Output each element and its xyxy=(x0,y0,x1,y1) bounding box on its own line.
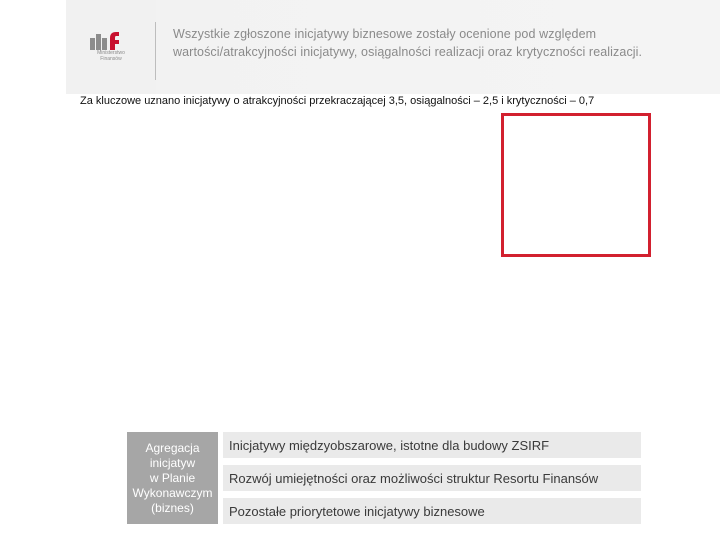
initiative-bar-cross-area: Inicjatywy międzyobszarowe, istotne dla budowy ZSIRF xyxy=(223,432,641,458)
slide-subtitle: Za kluczowe uznano inicjatywy o atrakcyjności przekraczającej 3,5, osiągalności – 2,5 i krytyczności – 0,7 xyxy=(80,95,595,107)
initiative-bar-skills: Rozwój umiejętności oraz możliwości struktur Resortu Finansów xyxy=(223,465,641,491)
highlight-box xyxy=(501,113,651,257)
header-text: Wszystkie zgłoszone inicjatywy biznesowe zostały ocenione pod względem wartości/atrakcyjności inicjatywy, osiągalności realizacji oraz krytyczności realizacji. xyxy=(173,27,643,59)
initiative-bar-other: Pozostałe priorytetowe inicjatywy biznesowe xyxy=(223,498,641,524)
header-divider xyxy=(155,22,156,80)
aggregation-box: Agregacja inicjatyw w Planie Wykonawczym (biznes) xyxy=(127,432,218,524)
logo-text: Ministerstwo Finansów xyxy=(97,50,125,62)
